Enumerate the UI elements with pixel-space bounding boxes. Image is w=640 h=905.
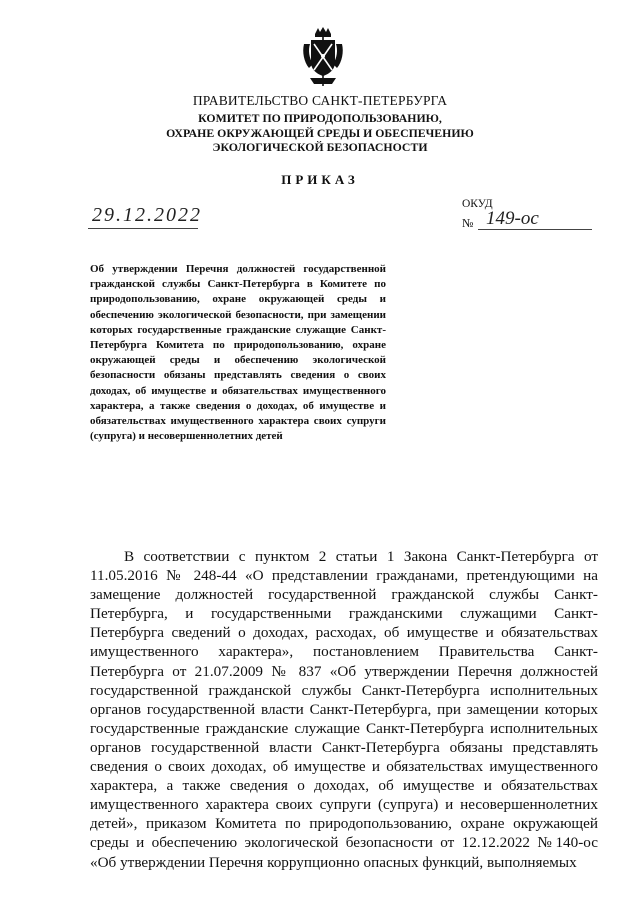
committee-line: ЭКОЛОГИЧЕСКОЙ БЕЗОПАСНОСТИ (212, 140, 428, 154)
number-underline (478, 229, 592, 230)
order-date: 29.12.2022 (92, 204, 202, 226)
order-number: 149-ос (486, 208, 539, 229)
government-name: ПРАВИТЕЛЬСТВО САНКТ-ПЕТЕРБУРГА (192, 93, 448, 108)
committee-line: ОХРАНЕ ОКРУЖАЮЩЕЙ СРЕДЫ И ОБЕСПЕЧЕНИЮ (166, 125, 474, 140)
order-subject: Об утверждении Перечня должностей государственной гражданской службы Санкт-Петербурга в Комитете по природопользованию, охране окружающей среды и обеспечению экологической безопасности, при замещении которых государственные гражданские служащие Санкт-Петербурга Комитета по природопользованию, охране окружающей среды и обеспечению экологической безопасности обязаны представлять сведения о своих доходах, об имуществе и обязательствах имущественного характера, а также сведения о доходах, об имуществе и обязательствах имущественного характера своих супруги (супруга) и несовершеннолетних детей (90, 263, 386, 443)
committee-name (0, 111, 640, 155)
okud-label: ОКУД (462, 198, 493, 210)
committee-line: КОМИТЕТ ПО ПРИРОДОПОЛЬЗОВАНИЮ, (198, 111, 442, 125)
document-type-title: ПРИКАЗ (281, 172, 359, 187)
body-paragraph: В соответствии с пунктом 2 статьи 1 Закона Санкт-Петербурга от 11.05.2016 № 248-44 «О представлении гражданами, претендующими на замещение должностей государственной гражданской службы Санкт-Петербурга, и государственными гражданскими служащими Санкт-Петербурга сведений о доходах, расходах, об имуществе и обязательствах имущественного характера», постановлением Правительства Санкт-Петербурга от 21.07.2009 № 837 «Об утверждении Перечня должностей государственной гражданской службы Санкт-Петербурга исполнительных органов государственной власти Санкт-Петербурга, при замещении которых государственные гражданские служащие Санкт-Петербурга исполнительных органов государственной власти Санкт-Петербурга обязаны представлять сведения о своих доходах, об имуществе и обязательствах имущественного характера, а также сведения о доходах, об имуществе и обязательствах имущественного характера своих супруги (супруга) и несовершеннолетних детей», приказом Комитета по природопользованию, охране окружающей среды и обеспечению экологической безопасности от 12.12.2022 №140-ос «Об утверждении Перечня коррупционно опасных функций, выполняемых (90, 548, 598, 871)
saint-petersburg-coat-of-arms-icon (300, 26, 346, 90)
date-underline (88, 228, 198, 229)
number-label: № (462, 216, 474, 230)
